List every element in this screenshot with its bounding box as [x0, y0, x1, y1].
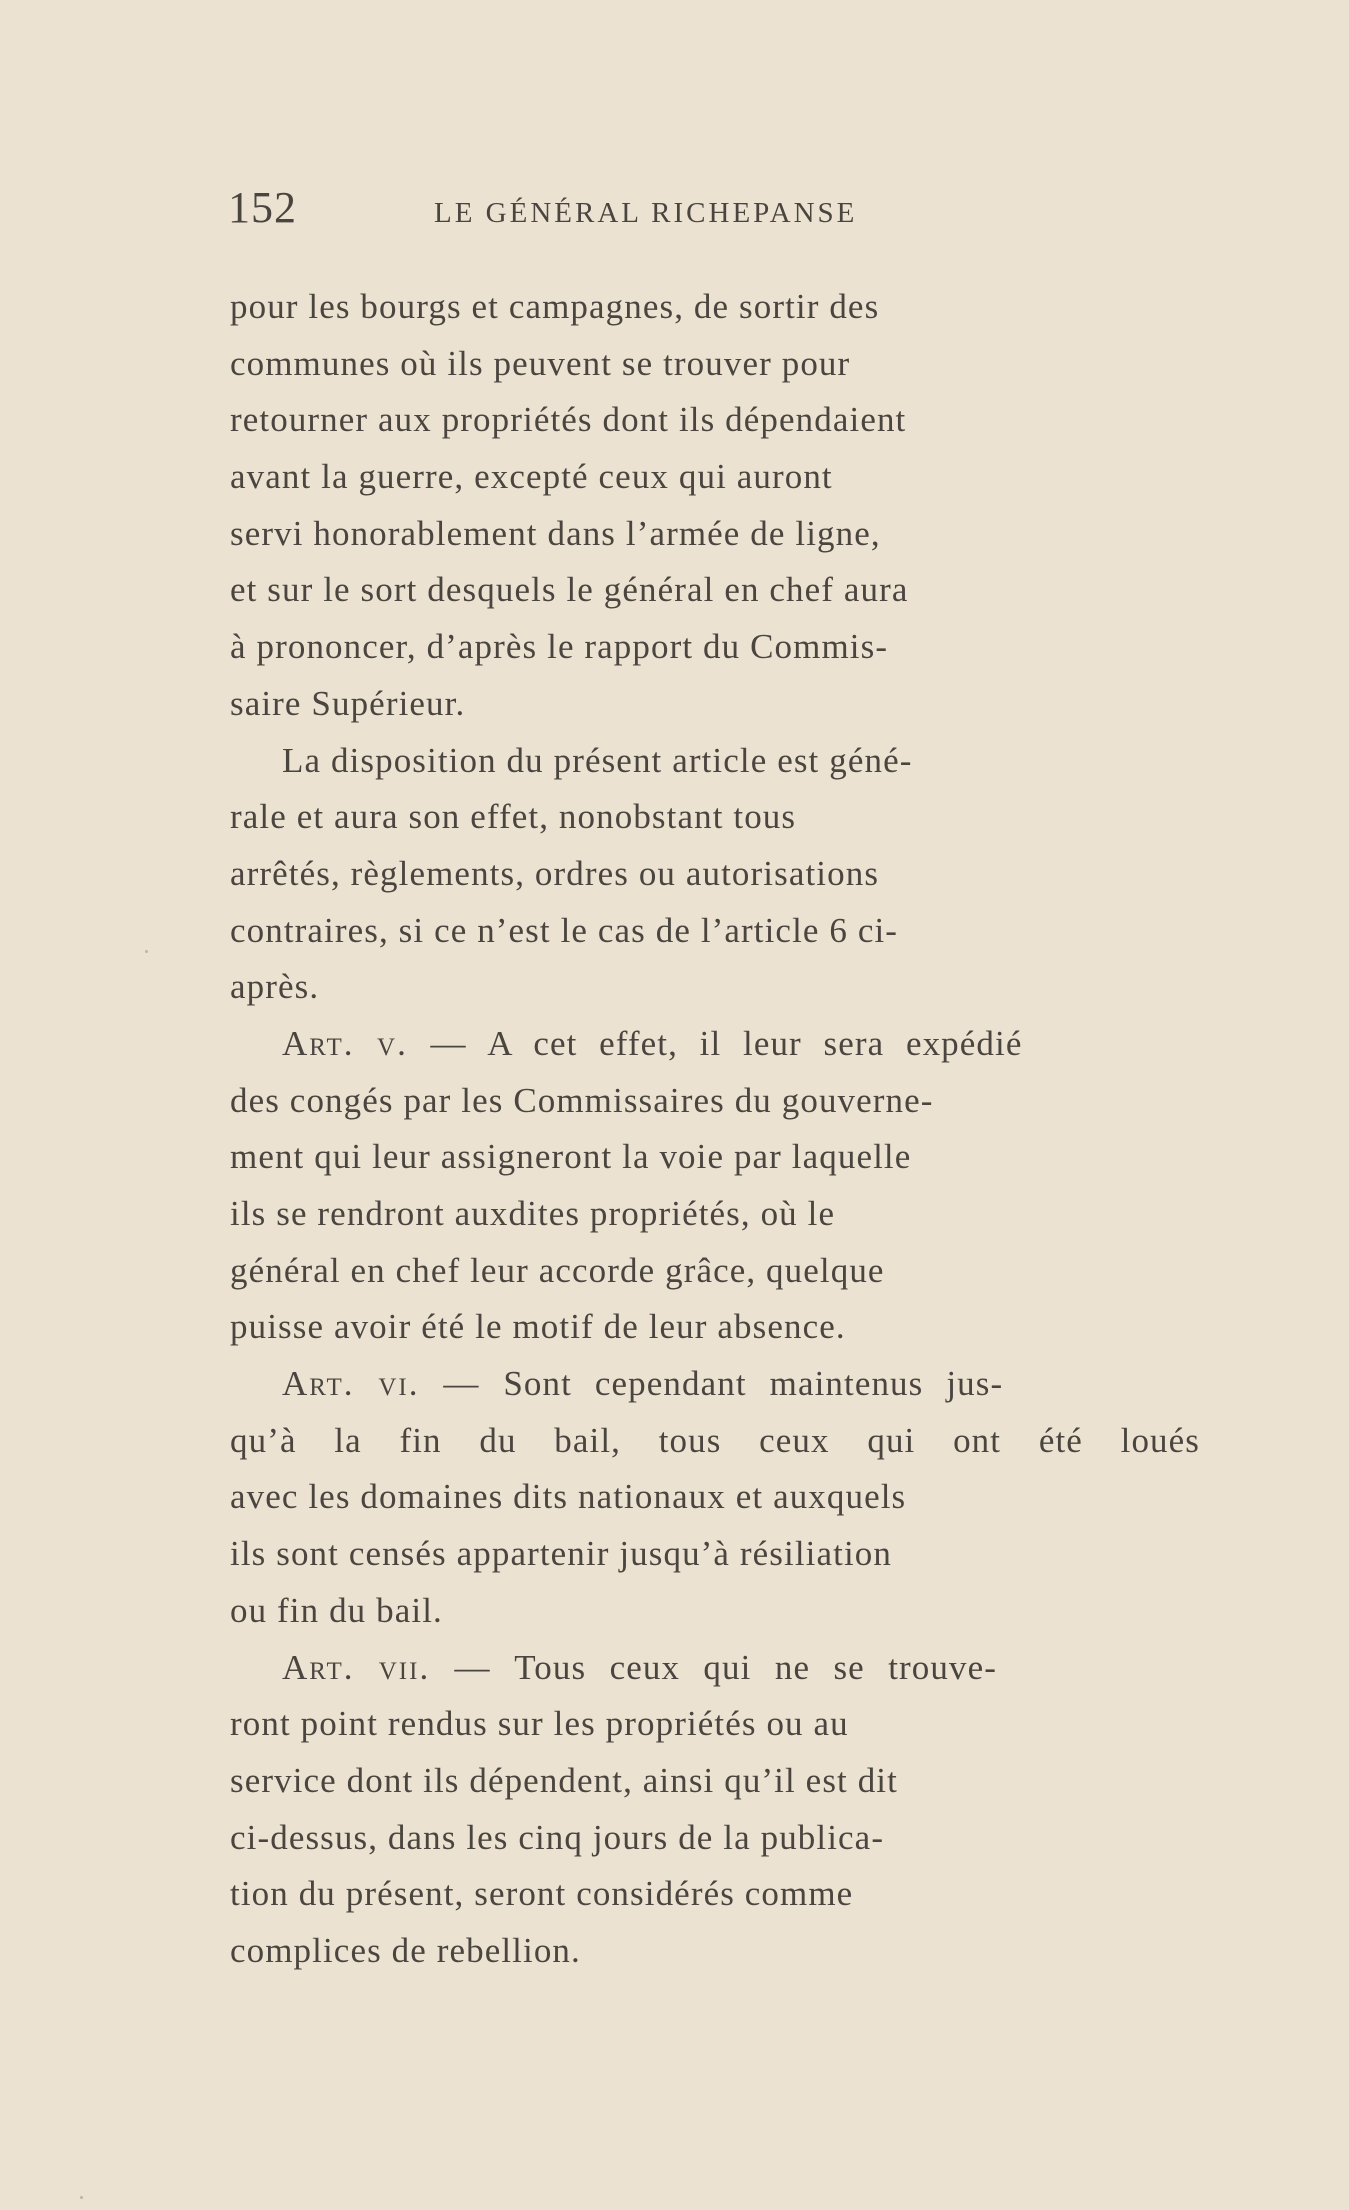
running-head	[228, 183, 1108, 243]
text-line: ci-dessus, dans les cinq jours de la publica-	[230, 1817, 885, 1857]
text-line: complices de rebellion.	[230, 1930, 581, 1970]
paragraph-first-line: La disposition du présent article est géné-	[282, 740, 913, 780]
text-line: ront point rendus sur les propriétés ou au	[230, 1704, 849, 1744]
text-line: servi honorablement dans l’armée de ligne,	[230, 513, 881, 553]
text-line: après.	[230, 967, 320, 1007]
article-5-label: Art. v. —	[282, 1023, 468, 1063]
text-line: et sur le sort desquels le général en chef aura	[230, 570, 909, 610]
text-line: rale et aura son effet, nonobstant tous	[230, 797, 797, 837]
article-5-text: A cet effet, il leur sera expédié	[487, 1023, 1023, 1063]
text-line: contraires, si ce n’est le cas de l’article 6 ci-	[230, 910, 899, 950]
text-line: pour les bourgs et campagnes, de sortir des	[230, 287, 880, 326]
page-number: 152	[228, 183, 297, 232]
body-text	[230, 279, 1200, 1980]
article-6-label: Art. vi. —	[282, 1364, 481, 1404]
text-line: ou fin du bail.	[230, 1590, 443, 1630]
text-line: qu’à la fin du bail, tous ceux qui ont été loués	[230, 1420, 1200, 1460]
article-6-first-line	[230, 1356, 1190, 1413]
text-line: retourner aux propriétés dont ils dépendaient	[230, 400, 907, 440]
text-line: ils se rendront auxdites propriétés, où le	[230, 1194, 836, 1233]
article-6-text: Sont cependant maintenus jus-	[503, 1364, 1004, 1404]
running-title: LE GÉNÉRAL RICHEPANSE	[434, 197, 858, 229]
text-line: tion du présent, seront considérés comme	[230, 1874, 854, 1914]
text-line: service dont ils dépendent, ainsi qu’il est dit	[230, 1760, 898, 1800]
text-line: saire Supérieur.	[230, 683, 466, 723]
text-line: ils sont censés appartenir jusqu’à résiliation	[230, 1534, 892, 1574]
text-line: communes où ils peuvent se trouver pour	[230, 343, 851, 383]
text-line: général en chef leur accorde grâce, quelque	[230, 1250, 885, 1290]
text-line: avant la guerre, excepté ceux qui auront	[230, 457, 833, 497]
paper-speck	[145, 950, 148, 953]
article-7-first-line	[230, 1640, 1190, 1697]
article-5-first-line	[230, 1016, 1190, 1073]
text-line: arrêtés, règlements, ordres ou autorisations	[230, 853, 880, 893]
text-line: à prononcer, d’après le rapport du Commis-	[230, 627, 889, 667]
paper-speck	[80, 2196, 83, 2199]
text-line: des congés par les Commissaires du gouverne-	[230, 1080, 934, 1120]
article-7-text: Tous ceux qui ne se trouve-	[514, 1647, 997, 1687]
text-line: ment qui leur assigneront la voie par laquelle	[230, 1137, 912, 1177]
article-7-label: Art. vii. —	[282, 1647, 492, 1687]
text-line: puisse avoir été le motif de leur absence.	[230, 1307, 846, 1347]
text-line: avec les domaines dits nationaux et auxquels	[230, 1477, 907, 1517]
